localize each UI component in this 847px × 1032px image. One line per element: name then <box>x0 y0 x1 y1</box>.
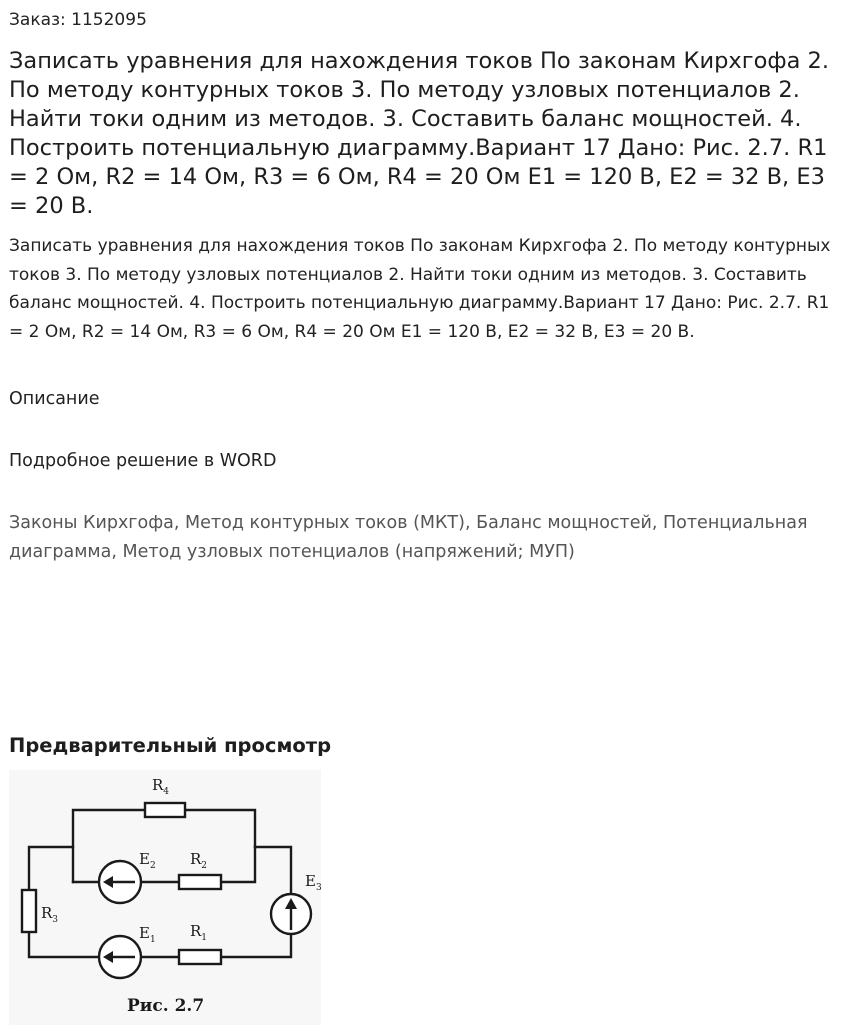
resistor-r2 <box>179 875 221 889</box>
tag-link[interactable]: Метод узловых потенциалов (напряжений; МУП) <box>122 542 575 562</box>
tag-link[interactable]: Законы Кирхгофа <box>9 513 174 533</box>
resistor-r4 <box>145 803 185 817</box>
tag-link[interactable]: Метод контурных токов (МКТ) <box>185 513 465 533</box>
label-e2: $E_2$ <box>139 850 156 871</box>
task-text: Записать уравнения для нахождения токов По законам Кирхгофа 2. По методу контурных токов 3. По методу узловых потенциалов 2. Найти токи одним из методов. 3. Составить баланс мощностей. 4. Построить потенциальную диаграмму.Вариант 17 Дано: Рис. 2.7. R1 = 2 Ом, R2 = 14 Ом, R3 = 6 Ом, R4 = 20 Ом E1 = 120 В, E2 = 32 В, E3 = 20 В. <box>9 236 831 342</box>
figure-caption: Рис. 2.7 <box>127 996 205 1016</box>
resistor-r1 <box>179 950 221 964</box>
tag-link[interactable]: Баланс мощностей <box>476 513 652 533</box>
label-r2: $R_2$ <box>190 850 208 871</box>
source-e2 <box>99 861 141 903</box>
tag-list <box>9 509 839 567</box>
source-e3 <box>271 894 311 934</box>
page-title: Записать уравнения для нахождения токов По законам Кирхгофа 2. По методу контурных токов 3. По методу узловых потенциалов 2. Найти токи одним из методов. 3. Составить баланс мощностей. 4. Построить потенциальную диаграмму.Вариант 17 Дано: Рис. 2.7. R1 = 2 Ом, R2 = 14 Ом, R3 = 6 Ом, R4 = 20 Ом E1 = 120 В, E2 = 32 В, E3 = 20 В. <box>9 48 829 219</box>
tag-link[interactable]: Потенциальная диаграмма <box>9 513 808 562</box>
tag-separator: , <box>464 513 477 533</box>
source-e1 <box>99 936 141 978</box>
label-r4: $R_4$ <box>152 776 170 797</box>
label-r1: $R_1$ <box>190 922 208 943</box>
tag-separator: , <box>111 542 123 562</box>
order-number: Заказ: 1152095 <box>9 10 147 30</box>
resistor-r3 <box>22 890 36 932</box>
preview-title: Предварительный просмотр <box>9 734 332 757</box>
label-r3: $R_3$ <box>41 904 59 925</box>
label-e1: $E_1$ <box>139 924 156 945</box>
description-label: Описание <box>9 389 100 409</box>
description-text: Подробное решение в WORD <box>9 451 277 471</box>
circuit-diagram <box>9 770 321 1025</box>
tag-separator: , <box>173 513 186 533</box>
label-e3: $E_3$ <box>305 872 322 893</box>
tag-separator: , <box>651 513 663 533</box>
